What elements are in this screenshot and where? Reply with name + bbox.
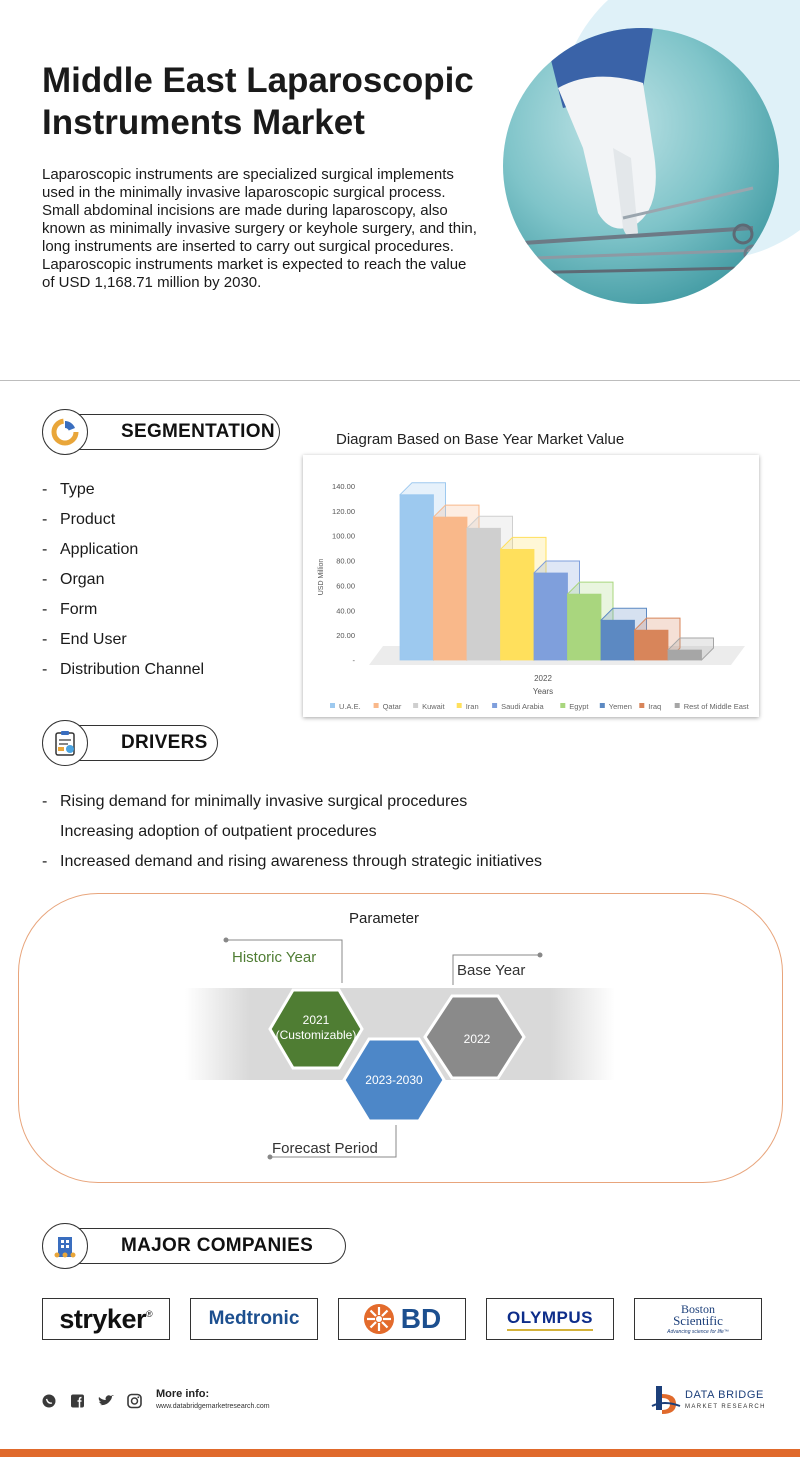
base-year-value: 2022 bbox=[463, 1032, 491, 1046]
twitter-icon[interactable] bbox=[99, 1395, 114, 1405]
y-tick-label: - bbox=[352, 656, 355, 665]
legend-swatch bbox=[560, 703, 565, 708]
bd-sunburst-icon bbox=[363, 1303, 395, 1335]
drivers-clipboard-icon bbox=[42, 720, 88, 766]
footer-accent-bar bbox=[0, 1449, 800, 1457]
legend-entry: Iran bbox=[465, 702, 479, 711]
legend-entry: Qatar bbox=[382, 702, 402, 711]
historic-year-value: 2021 bbox=[302, 1013, 330, 1027]
legend-swatch bbox=[413, 703, 418, 708]
major-companies-pill bbox=[62, 1228, 346, 1264]
legend-entry: Iraq bbox=[648, 702, 662, 711]
major-companies-label: MAJOR COMPANIES bbox=[121, 1235, 314, 1256]
website-link[interactable]: www.databridgemarketresearch.com bbox=[156, 1403, 270, 1410]
boston-scientific-logo: Boston Scientific Advancing science for life™ bbox=[634, 1298, 762, 1340]
forecast-period-value: 2023-2030 bbox=[365, 1073, 423, 1087]
segmentation-label: SEGMENTATION bbox=[121, 421, 275, 442]
brand-name: DATA BRIDGE bbox=[685, 1389, 764, 1401]
parameter-diagram bbox=[0, 893, 800, 1183]
medtronic-logo: Medtronic bbox=[190, 1298, 318, 1340]
segmentation-pill bbox=[62, 414, 280, 450]
legend-entry: U.A.E. bbox=[339, 702, 361, 711]
x-tick-label: 2022 bbox=[534, 674, 552, 683]
stryker-logo: stryker ® bbox=[42, 1298, 170, 1340]
y-tick-label: 120.00 bbox=[332, 506, 355, 516]
y-tick-label: 20.00 bbox=[336, 631, 355, 641]
title-line-1: Middle East Laparoscopic bbox=[42, 61, 474, 100]
parameter-title: Parameter bbox=[348, 910, 420, 927]
forecast-period-label: Forecast Period bbox=[272, 1140, 378, 1157]
drivers-label: DRIVERS bbox=[121, 732, 208, 753]
legend-entry: Egypt bbox=[569, 702, 589, 711]
base-year-label: Base Year bbox=[457, 962, 526, 979]
chart-title: Diagram Based on Base Year Market Value bbox=[336, 431, 625, 448]
bar-chart bbox=[303, 455, 759, 717]
bd-logo: BD bbox=[338, 1298, 466, 1340]
more-info-label: More info: bbox=[156, 1388, 210, 1400]
legend-entry: Saudi Arabia bbox=[501, 702, 544, 711]
x-axis-label: Years bbox=[532, 687, 554, 696]
y-tick-label: 60.00 bbox=[336, 581, 355, 591]
companies-building-icon bbox=[42, 1223, 88, 1269]
y-tick-label: 100.00 bbox=[332, 531, 355, 541]
olympus-logo: OLYMPUS bbox=[486, 1298, 614, 1340]
title-line-2: Instruments Market bbox=[42, 103, 365, 142]
social-icons bbox=[42, 1393, 152, 1409]
section-divider bbox=[0, 380, 800, 381]
y-tick-label: 140.00 bbox=[332, 482, 355, 491]
drivers-list: - Rising demand for minimally invasive surgical procedures Increasing adoption of outpatient procedures - Increased demand and rising awareness through strategic initiatives bbox=[42, 793, 543, 870]
historic-year-note: (Customizable) bbox=[275, 1028, 357, 1042]
segmentation-list: - Type - Product - Application - Organ - Form - End User - Distribution Channel bbox=[42, 481, 205, 678]
legend-swatch bbox=[492, 703, 497, 708]
legend-swatch bbox=[457, 703, 462, 708]
instagram-icon[interactable] bbox=[128, 1395, 141, 1408]
chart-svg bbox=[303, 455, 759, 717]
page-title bbox=[42, 60, 512, 144]
legend-swatch bbox=[374, 703, 379, 708]
historic-year-label: Historic Year bbox=[232, 949, 317, 966]
surgical-instruments-photo bbox=[503, 28, 779, 304]
legend-swatch bbox=[675, 703, 680, 708]
data-bridge-logo-icon bbox=[650, 1384, 682, 1416]
facebook-icon[interactable] bbox=[71, 1395, 84, 1408]
whatsapp-icon[interactable] bbox=[43, 1395, 56, 1408]
y-tick-label: 80.00 bbox=[336, 556, 355, 566]
legend-entry: Yemen bbox=[608, 702, 632, 711]
segmentation-chart-icon bbox=[42, 409, 88, 455]
brand-subtitle: MARKET RESEARCH bbox=[685, 1404, 766, 1410]
legend-entry: Rest of Middle East bbox=[683, 702, 749, 711]
y-tick-label: 40.00 bbox=[336, 606, 355, 616]
legend-swatch bbox=[639, 703, 644, 708]
y-axis-label: USD Million bbox=[318, 558, 325, 596]
legend-entry: Kuwait bbox=[422, 702, 445, 711]
legend-swatch bbox=[600, 703, 605, 708]
legend-swatch bbox=[330, 703, 335, 708]
intro-paragraph: Laparoscopic instruments are specialized surgical implements used in the minimally invasive laparoscopic surgical process. Small abdominal incisions are made during laparoscopy, also known as minimally invasive surgery or keyhole surgery, and thin, long instruments are inserted to carry out surgical procedures. Laparoscopic instruments market is expected to reach the value of USD 1,168.71 million by 2030. bbox=[42, 166, 477, 291]
